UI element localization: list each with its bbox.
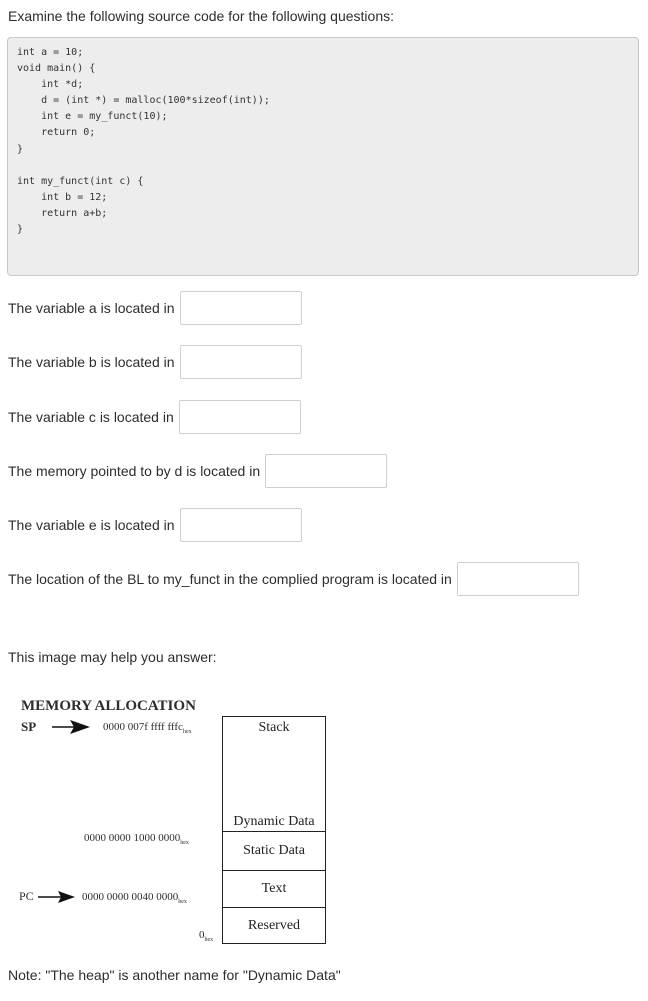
question-bl-label: The location of the BL to my_funct in the complied program is located in — [8, 571, 452, 587]
address-zero: $0_{hex}$ — [199, 929, 214, 944]
address-text: 0000 0000 0040 $0000_{hex}$ — [82, 891, 187, 906]
question-e — [8, 508, 302, 542]
question-c — [8, 400, 301, 434]
segment-stack — [222, 716, 326, 832]
question-a-label: The variable a is located in — [8, 300, 175, 316]
answer-bl-input[interactable] — [457, 562, 579, 596]
pc-label: PC — [19, 889, 34, 903]
address-dynamic-data: 0000 0000 1000 $0000_{hex}$ — [84, 832, 189, 847]
answer-e-input[interactable] — [180, 508, 302, 542]
answer-d-input[interactable] — [265, 454, 387, 488]
intro-text: Examine the following source code for the following questions: — [8, 8, 394, 24]
question-d-label: The memory pointed to by d is located in — [8, 463, 261, 479]
segment-reserved: Reserved — [222, 907, 326, 944]
question-e-label: The variable e is located in — [8, 517, 175, 533]
memory-allocation-diagram — [0, 690, 360, 950]
answer-c-input[interactable] — [179, 400, 301, 434]
pc-arrow-icon — [38, 891, 75, 903]
note-text: Note: "The heap" is another name for "Dynamic Data" — [8, 967, 341, 983]
hint-text: This image may help you answer: — [8, 649, 217, 665]
question-d — [8, 454, 387, 488]
address-top: 0000 007f ffff fffc$_{hex}$ — [103, 721, 192, 736]
code-block — [7, 37, 639, 276]
question-b-label: The variable b is located in — [8, 354, 175, 370]
answer-a-input[interactable] — [180, 291, 302, 325]
segment-text: Text — [222, 870, 326, 908]
source-code: int a = 10; void main() { int *d; d = (int *) = malloc(100*sizeof(int)); int e = my_funct(10); return 0; } int my_funct(int c) { int b = 12; return a+b; } — [17, 47, 270, 236]
answer-b-input[interactable] — [180, 345, 302, 379]
question-b — [8, 345, 302, 379]
segment-static-data: Static Data — [222, 831, 326, 871]
sp-arrow-icon — [52, 720, 90, 734]
segment-dynamic-label: Dynamic Data — [233, 814, 315, 829]
question-c-label: The variable c is located in — [8, 409, 174, 425]
question-bl — [8, 562, 579, 596]
memory-title: MEMORY ALLOCATION — [21, 698, 196, 714]
segment-stack-label: Stack — [258, 720, 290, 735]
question-a — [8, 291, 302, 325]
sp-label: SP — [21, 719, 37, 734]
